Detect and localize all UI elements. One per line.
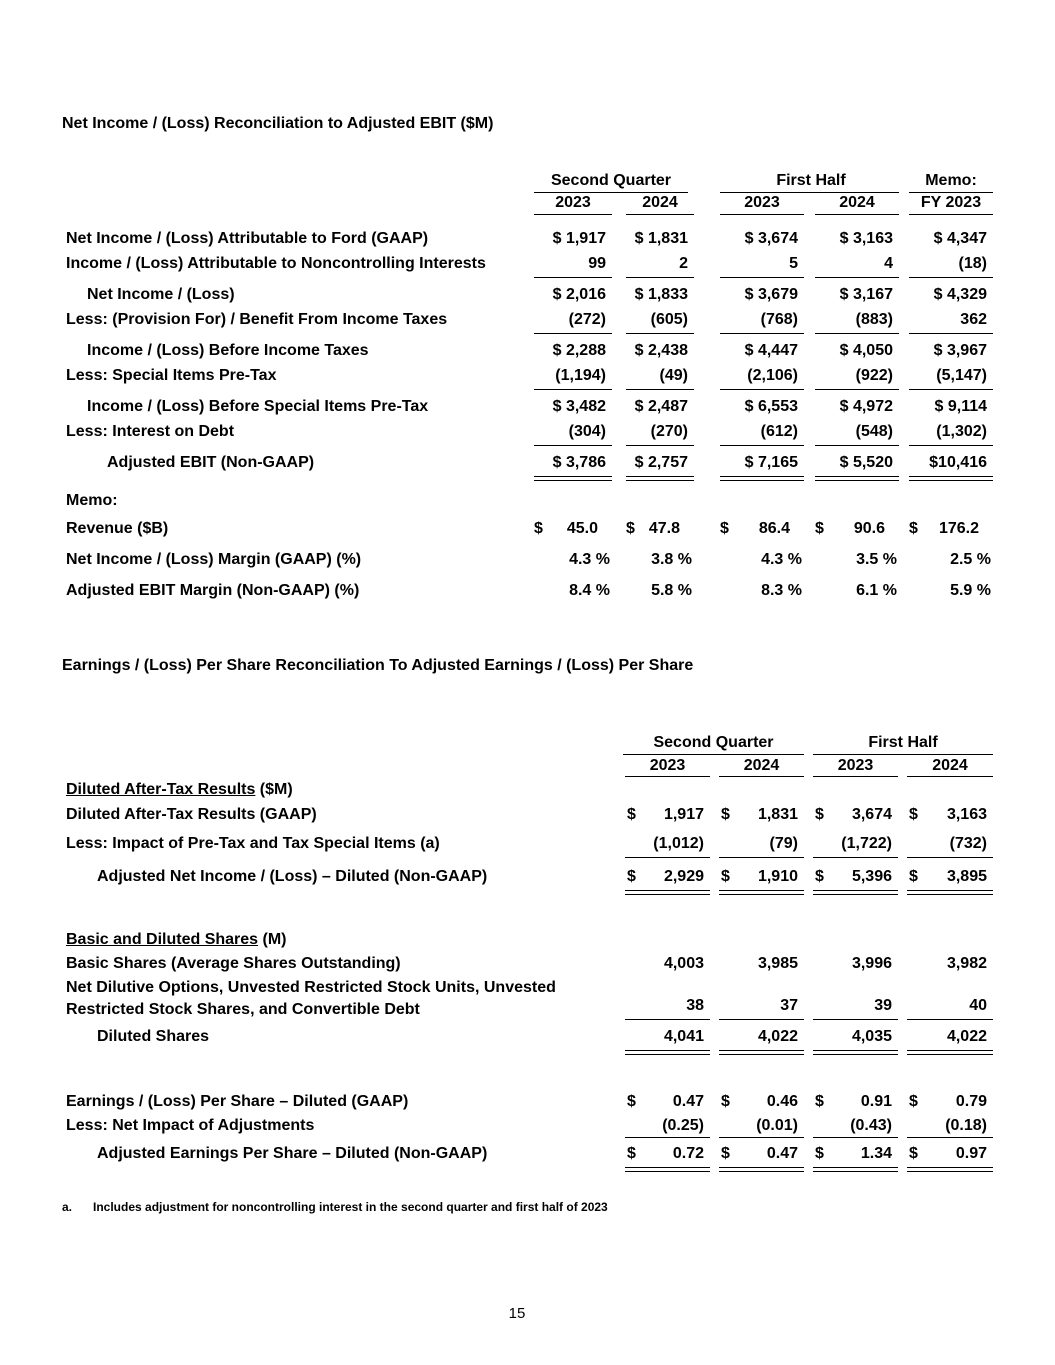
t1-total-rule bbox=[626, 480, 694, 481]
t2-group-underline bbox=[813, 754, 993, 755]
t1-subtotal-rule bbox=[815, 389, 899, 390]
t1-memo-cell: 2.5 % bbox=[950, 551, 991, 568]
t2-dollar: $ bbox=[721, 868, 730, 885]
t2-total-rule bbox=[907, 1171, 993, 1172]
t1-cell: (270) bbox=[650, 423, 688, 440]
t2-dollar: $ bbox=[909, 868, 918, 885]
t1-group-memo: Memo: bbox=[925, 172, 977, 189]
t1-cell: (883) bbox=[855, 311, 893, 328]
t1-row-label: Less: Special Items Pre-Tax bbox=[66, 367, 277, 384]
t2-section-shares bbox=[66, 931, 287, 949]
t1-cell: $ 3,482 bbox=[552, 398, 606, 415]
t2-total-rule bbox=[907, 1054, 993, 1055]
t1-total-rule bbox=[720, 476, 804, 477]
t2-cell: 4,035 bbox=[851, 1028, 892, 1045]
t1-header-rule bbox=[720, 214, 804, 215]
t2-subtotal-rule bbox=[907, 857, 993, 858]
t2-cell: (0.43) bbox=[850, 1117, 892, 1134]
t1-cell: $ 4,972 bbox=[839, 398, 893, 415]
t1-group-underline bbox=[534, 192, 688, 193]
t1-col-header: 2023 bbox=[744, 194, 780, 211]
t1-memo-dollar: $ bbox=[534, 520, 543, 537]
t1-cell: $ 4,050 bbox=[839, 342, 893, 359]
t2-section-unit: ($M) bbox=[255, 781, 293, 798]
t1-subtotal-rule bbox=[626, 389, 694, 390]
t1-row-label: Net Income / (Loss) bbox=[87, 286, 235, 303]
t1-cell: $ 2,016 bbox=[552, 286, 606, 303]
t1-cell: $ 9,114 bbox=[934, 398, 987, 415]
t2-dollar: $ bbox=[815, 806, 824, 823]
t1-cell: 5 bbox=[789, 255, 798, 272]
t2-cell: 0.47 bbox=[766, 1145, 798, 1162]
t2-total-rule bbox=[907, 1167, 993, 1168]
t1-subtotal-rule bbox=[626, 333, 694, 334]
t1-cell: $ 3,967 bbox=[933, 342, 987, 359]
t2-cell: 0.79 bbox=[955, 1093, 987, 1110]
t2-cell: (732) bbox=[949, 835, 987, 852]
t2-col-header: 2024 bbox=[743, 757, 780, 774]
t2-dollar: $ bbox=[627, 1093, 636, 1110]
t1-memo-cell: 4.3 % bbox=[761, 551, 802, 568]
t1-cell: (304) bbox=[568, 423, 606, 440]
t1-subtotal-rule bbox=[626, 277, 694, 278]
t2-total-rule bbox=[625, 1050, 710, 1051]
t2-subtotal-rule bbox=[719, 857, 804, 858]
t1-subtotal-rule bbox=[720, 333, 804, 334]
t1-subtotal-rule bbox=[909, 333, 993, 334]
t2-row-label: Restricted Stock Shares, and Convertible Debt bbox=[66, 1001, 420, 1018]
t1-cell: (1,302) bbox=[936, 423, 987, 440]
page-number: 15 bbox=[508, 1305, 526, 1322]
t1-memo-cell: 8.4 % bbox=[569, 582, 610, 599]
t1-cell: $ 2,757 bbox=[634, 454, 688, 471]
t1-subtotal-rule bbox=[720, 389, 804, 390]
t1-cell: (605) bbox=[650, 311, 688, 328]
t1-cell: $ 3,679 bbox=[744, 286, 798, 303]
t2-subtotal-rule bbox=[907, 1019, 993, 1020]
t2-total-rule bbox=[813, 894, 898, 895]
t2-row-label: Diluted Shares bbox=[97, 1028, 210, 1045]
t2-row-label: Earnings / (Loss) Per Share – Diluted (GAAP) bbox=[66, 1093, 409, 1110]
t1-header-rule bbox=[909, 214, 993, 215]
t1-memo-dollar: $ bbox=[909, 520, 918, 537]
t1-cell: (2,106) bbox=[747, 367, 798, 384]
t1-cell: (612) bbox=[760, 423, 798, 440]
t1-cell: $ 4,447 bbox=[744, 342, 798, 359]
t1-row-label: Income / (Loss) Attributable to Noncontrolling Interests bbox=[66, 255, 486, 272]
t2-group-first-half: First Half bbox=[868, 734, 938, 751]
t2-cell: 4,041 bbox=[663, 1028, 704, 1045]
t2-cell: 0.91 bbox=[860, 1093, 892, 1110]
t2-total-rule bbox=[625, 1167, 710, 1168]
t1-cell: $ 7,165 bbox=[744, 454, 798, 471]
t2-total-rule bbox=[719, 1171, 804, 1172]
t1-cell: $ 1,917 bbox=[552, 230, 606, 247]
t2-dollar: $ bbox=[909, 1093, 918, 1110]
t1-col-header: 2023 bbox=[555, 194, 591, 211]
t1-cell: $ 3,674 bbox=[744, 230, 798, 247]
t2-cell: 1,917 bbox=[663, 806, 704, 823]
t2-dollar: $ bbox=[815, 1093, 824, 1110]
t1-total-rule bbox=[720, 480, 804, 481]
t2-subtotal-rule bbox=[813, 1137, 898, 1138]
t1-cell: $ 6,553 bbox=[744, 398, 798, 415]
t1-cell: $ 3,163 bbox=[839, 230, 893, 247]
t1-memo-dollar: $ bbox=[815, 520, 824, 537]
t1-memo-cell: 90.6 bbox=[853, 520, 885, 537]
t2-total-rule bbox=[907, 890, 993, 891]
t1-memo-row-label: Adjusted EBIT Margin (Non-GAAP) (%) bbox=[66, 582, 360, 599]
t2-cell: 3,982 bbox=[946, 955, 987, 972]
t2-total-rule bbox=[719, 1050, 804, 1051]
t1-col-header: 2024 bbox=[642, 194, 678, 211]
t1-total-rule bbox=[815, 480, 899, 481]
t2-col-header: 2023 bbox=[837, 757, 874, 774]
t2-total-rule bbox=[719, 894, 804, 895]
t2-cell: (1,012) bbox=[653, 835, 704, 852]
t2-row-label: Adjusted Earnings Per Share – Diluted (Non-GAAP) bbox=[97, 1145, 488, 1162]
t1-row-label: Adjusted EBIT (Non-GAAP) bbox=[107, 454, 315, 471]
t2-cell: 39 bbox=[874, 997, 892, 1014]
t2-cell: 3,996 bbox=[851, 955, 892, 972]
t2-total-rule bbox=[907, 894, 993, 895]
t1-subtotal-rule bbox=[626, 445, 694, 446]
t1-subtotal-rule bbox=[815, 333, 899, 334]
t1-cell: $ 3,167 bbox=[839, 286, 893, 303]
t2-cell: 38 bbox=[686, 997, 704, 1014]
t2-total-rule bbox=[813, 1167, 898, 1168]
t2-col-header: 2023 bbox=[649, 757, 686, 774]
t2-cell: 5,396 bbox=[851, 868, 892, 885]
t2-row-label: Less: Net Impact of Adjustments bbox=[66, 1117, 315, 1134]
t2-subtotal-rule bbox=[907, 1137, 993, 1138]
t1-memo-cell: 86.4 bbox=[758, 520, 790, 537]
t1-cell: (548) bbox=[855, 423, 893, 440]
t2-cell: (79) bbox=[769, 835, 798, 852]
t2-dollar: $ bbox=[815, 868, 824, 885]
t1-memo-cell: 176.2 bbox=[938, 520, 979, 537]
t1-subtotal-rule bbox=[909, 389, 993, 390]
t1-total-rule bbox=[909, 480, 993, 481]
t2-total-rule bbox=[625, 894, 710, 895]
t1-memo-cell: 45.0 bbox=[566, 520, 598, 537]
t1-total-rule bbox=[534, 476, 612, 477]
t2-cell: (0.01) bbox=[756, 1117, 798, 1134]
t1-cell: (922) bbox=[855, 367, 893, 384]
t2-total-rule bbox=[813, 1171, 898, 1172]
t2-subtotal-rule bbox=[625, 857, 710, 858]
t2-subtotal-rule bbox=[813, 1019, 898, 1020]
t1-subtotal-rule bbox=[720, 445, 804, 446]
t1-cell: $ 4,347 bbox=[933, 230, 987, 247]
t1-cell: $ 2,487 bbox=[634, 398, 688, 415]
t2-cell: 3,985 bbox=[757, 955, 798, 972]
t2-total-rule bbox=[813, 1054, 898, 1055]
t1-cell: $ 2,288 bbox=[552, 342, 606, 359]
t1-row-label: Income / (Loss) Before Special Items Pre-Tax bbox=[87, 398, 429, 415]
t1-memo-row-label: Net Income / (Loss) Margin (GAAP) (%) bbox=[66, 551, 362, 568]
t1-header-rule bbox=[815, 214, 899, 215]
t2-dollar: $ bbox=[909, 1145, 918, 1162]
t2-cell: 1.34 bbox=[860, 1145, 892, 1162]
footnote-text: Includes adjustment for noncontrolling interest in the second quarter and first half of 2023 bbox=[93, 1200, 608, 1214]
t1-total-rule bbox=[815, 476, 899, 477]
t1-cell: $ 4,329 bbox=[933, 286, 987, 303]
t2-col-header: 2024 bbox=[932, 757, 968, 774]
t2-group-second-quarter: Second Quarter bbox=[653, 734, 774, 751]
t2-row-label: Diluted After-Tax Results (GAAP) bbox=[66, 806, 317, 823]
t2-total-rule bbox=[907, 1050, 993, 1051]
t1-subtotal-rule bbox=[534, 333, 612, 334]
t2-row-label: Adjusted Net Income / (Loss) – Diluted (Non-GAAP) bbox=[97, 868, 488, 885]
t1-group-underline bbox=[720, 192, 899, 193]
t1-group-underline bbox=[909, 192, 993, 193]
table2-title: Earnings / (Loss) Per Share Reconciliation To Adjusted Earnings / (Loss) Per Share bbox=[62, 657, 694, 674]
t1-subtotal-rule bbox=[909, 445, 993, 446]
t2-section-heading: Diluted After-Tax Results bbox=[66, 781, 256, 798]
t2-total-rule bbox=[813, 1050, 898, 1051]
t2-cell: 0.97 bbox=[955, 1145, 987, 1162]
t2-cell: 2,929 bbox=[663, 868, 704, 885]
t1-cell: $ 3,786 bbox=[552, 454, 606, 471]
t2-cell: 3,674 bbox=[851, 806, 892, 823]
t2-cell: 1,910 bbox=[757, 868, 798, 885]
t1-subtotal-rule bbox=[815, 277, 899, 278]
t2-total-rule bbox=[625, 1171, 710, 1172]
t1-memo-cell: 5.8 % bbox=[651, 582, 692, 599]
t2-cell: (0.25) bbox=[662, 1117, 704, 1134]
t2-cell: (0.18) bbox=[945, 1117, 987, 1134]
t2-subtotal-rule bbox=[625, 1137, 710, 1138]
t2-total-rule bbox=[719, 890, 804, 891]
t1-memo-cell: 47.8 bbox=[648, 520, 680, 537]
t2-section-diluted-results bbox=[66, 781, 293, 799]
t1-col-header: FY 2023 bbox=[920, 194, 982, 211]
t2-cell: 3,163 bbox=[946, 806, 987, 823]
t1-cell: $ 1,831 bbox=[634, 230, 688, 247]
t2-cell: 0.72 bbox=[672, 1145, 704, 1162]
t2-cell: 1,831 bbox=[757, 806, 798, 823]
t1-cell: (5,147) bbox=[936, 367, 987, 384]
t2-subtotal-rule bbox=[719, 1019, 804, 1020]
t2-dollar: $ bbox=[627, 868, 636, 885]
t2-cell: 3,895 bbox=[946, 868, 987, 885]
t2-section-unit: (M) bbox=[258, 931, 287, 948]
t1-total-rule bbox=[626, 476, 694, 477]
t1-row-label: Income / (Loss) Before Income Taxes bbox=[87, 342, 369, 359]
t2-cell: 0.47 bbox=[672, 1093, 704, 1110]
t2-header-rule bbox=[719, 776, 804, 777]
t1-header-rule bbox=[534, 214, 612, 215]
t2-row-label: Net Dilutive Options, Unvested Restricted Stock Units, Unvested bbox=[66, 979, 556, 996]
t2-total-rule bbox=[625, 890, 710, 891]
t1-cell: 4 bbox=[884, 255, 893, 272]
t1-subtotal-rule bbox=[534, 389, 612, 390]
t1-cell: $ 5,520 bbox=[839, 454, 893, 471]
t2-section-heading: Basic and Diluted Shares bbox=[66, 931, 259, 948]
t1-cell: (272) bbox=[568, 311, 606, 328]
t2-dollar: $ bbox=[627, 1145, 636, 1162]
t2-header-rule bbox=[907, 776, 993, 777]
t1-cell: (768) bbox=[760, 311, 798, 328]
t2-header-rule bbox=[625, 776, 710, 777]
t1-col-header: 2024 bbox=[839, 194, 875, 211]
t2-row-label: Less: Impact of Pre-Tax and Tax Special Items (a) bbox=[66, 835, 440, 852]
t1-memo-row-label: Revenue ($B) bbox=[66, 520, 169, 537]
t1-memo-cell: 6.1 % bbox=[856, 582, 897, 599]
t1-cell: $10,416 bbox=[929, 454, 987, 471]
t2-row-label: Basic Shares (Average Shares Outstanding) bbox=[66, 955, 401, 972]
t1-group-first-half: First Half bbox=[776, 172, 846, 189]
t2-dollar: $ bbox=[721, 1145, 730, 1162]
t1-subtotal-rule bbox=[720, 277, 804, 278]
footnote-marker: a. bbox=[62, 1200, 73, 1214]
t2-group-underline bbox=[623, 754, 804, 755]
t1-subtotal-rule bbox=[909, 277, 993, 278]
t1-subtotal-rule bbox=[534, 445, 612, 446]
t2-dollar: $ bbox=[815, 1145, 824, 1162]
t2-subtotal-rule bbox=[813, 857, 898, 858]
t1-cell: (49) bbox=[659, 367, 688, 384]
t1-cell: $ 1,833 bbox=[634, 286, 688, 303]
t2-subtotal-rule bbox=[625, 1019, 710, 1020]
t1-memo-cell: 3.8 % bbox=[651, 551, 692, 568]
t1-cell: (1,194) bbox=[555, 367, 606, 384]
t1-row-label: Less: (Provision For) / Benefit From Income Taxes bbox=[66, 311, 448, 328]
t2-cell: 4,022 bbox=[757, 1028, 798, 1045]
t1-memo-label: Memo: bbox=[66, 492, 118, 509]
t1-memo-dollar: $ bbox=[720, 520, 729, 537]
t1-cell: (18) bbox=[958, 255, 987, 272]
t1-row-label: Less: Interest on Debt bbox=[66, 423, 235, 440]
t2-dollar: $ bbox=[909, 806, 918, 823]
t1-cell: 362 bbox=[960, 311, 987, 328]
t1-memo-cell: 3.5 % bbox=[856, 551, 897, 568]
t1-cell: $ 2,438 bbox=[634, 342, 688, 359]
t1-subtotal-rule bbox=[534, 277, 612, 278]
t2-total-rule bbox=[813, 890, 898, 891]
t2-dollar: $ bbox=[627, 806, 636, 823]
t2-cell: 0.46 bbox=[766, 1093, 798, 1110]
t2-dollar: $ bbox=[721, 806, 730, 823]
t1-memo-cell: 5.9 % bbox=[950, 582, 991, 599]
t2-total-rule bbox=[625, 1054, 710, 1055]
t1-memo-cell: 4.3 % bbox=[569, 551, 610, 568]
t2-header-rule bbox=[813, 776, 898, 777]
t2-cell: (1,722) bbox=[841, 835, 892, 852]
t1-memo-cell: 8.3 % bbox=[761, 582, 802, 599]
t2-cell: 37 bbox=[780, 997, 798, 1014]
t2-cell: 4,022 bbox=[946, 1028, 987, 1045]
t1-group-second-quarter: Second Quarter bbox=[550, 172, 672, 189]
table1-title: Net Income / (Loss) Reconciliation to Adjusted EBIT ($M) bbox=[62, 115, 494, 132]
t1-cell: 2 bbox=[679, 255, 688, 272]
t1-memo-dollar: $ bbox=[626, 520, 635, 537]
t1-total-rule bbox=[909, 476, 993, 477]
t2-cell: 4,003 bbox=[663, 955, 704, 972]
t2-cell: 40 bbox=[969, 997, 987, 1014]
t2-subtotal-rule bbox=[719, 1137, 804, 1138]
t2-total-rule bbox=[719, 1167, 804, 1168]
t2-dollar: $ bbox=[721, 1093, 730, 1110]
t1-cell: 99 bbox=[588, 255, 606, 272]
t1-row-label: Net Income / (Loss) Attributable to Ford (GAAP) bbox=[66, 230, 429, 247]
t1-subtotal-rule bbox=[815, 445, 899, 446]
t1-header-rule bbox=[626, 214, 694, 215]
t2-total-rule bbox=[719, 1054, 804, 1055]
t1-total-rule bbox=[534, 480, 612, 481]
